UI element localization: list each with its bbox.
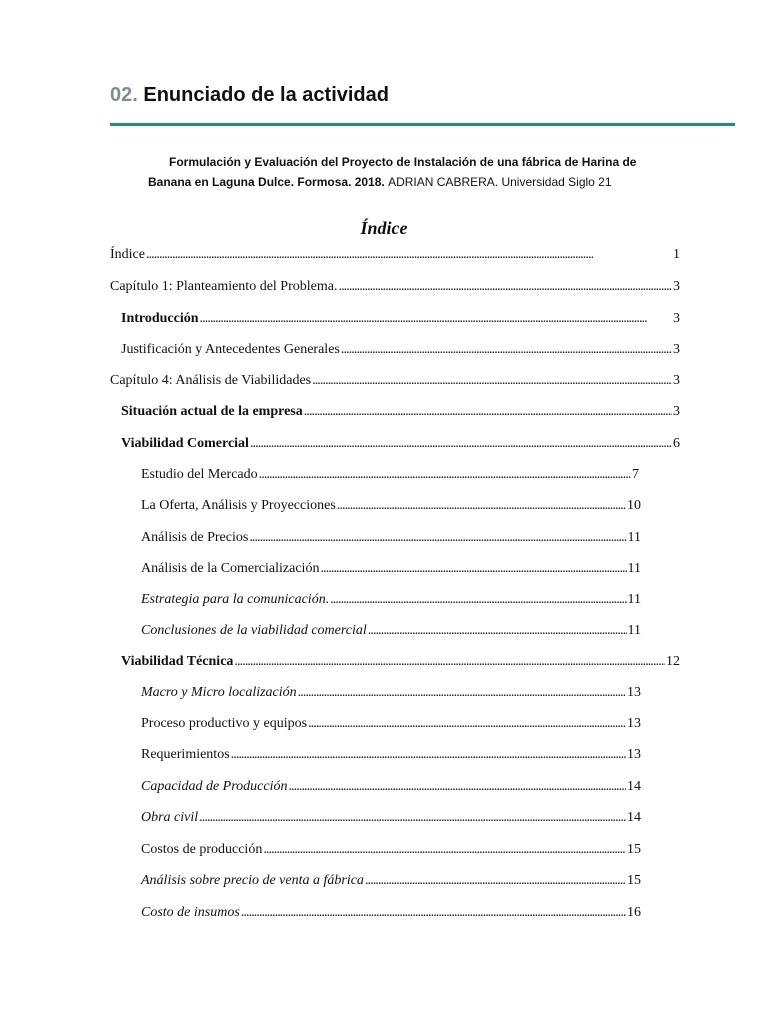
toc-entry[interactable] bbox=[141, 747, 641, 767]
toc-leader bbox=[330, 592, 626, 608]
toc-entry-label: Viabilidad Técnica bbox=[121, 654, 234, 669]
toc-leader bbox=[249, 530, 626, 546]
toc-entry-label: Capítulo 1: Planteamiento del Problema. bbox=[110, 279, 338, 294]
toc-entry[interactable] bbox=[121, 404, 680, 424]
toc-entry[interactable] bbox=[121, 654, 680, 674]
toc-leader bbox=[304, 404, 672, 420]
toc-entry[interactable] bbox=[141, 779, 641, 799]
toc-entry-page: 11 bbox=[627, 592, 641, 607]
toc-leader bbox=[231, 747, 626, 763]
toc-entry-page: 14 bbox=[627, 779, 641, 794]
toc-entry-page: 13 bbox=[627, 685, 641, 700]
toc-leader bbox=[263, 842, 626, 858]
toc-entry-label: Capacidad de Producción bbox=[141, 779, 288, 794]
toc-entry-label: Viabilidad Comercial bbox=[121, 436, 249, 451]
toc-entry[interactable] bbox=[121, 436, 680, 456]
heading-divider bbox=[110, 123, 735, 126]
toc-entry[interactable] bbox=[141, 623, 641, 643]
toc-entry-page: 16 bbox=[627, 905, 641, 920]
section-heading bbox=[110, 84, 389, 107]
toc-leader bbox=[250, 436, 672, 452]
toc-entry-page: 15 bbox=[627, 842, 641, 857]
toc-leader bbox=[338, 279, 672, 295]
toc-entry-label: Obra civil bbox=[141, 810, 199, 825]
section-number: 02. bbox=[110, 84, 138, 106]
subtitle-line-2-author: ADRIAN CABRERA. Universidad Siglo 21 bbox=[388, 175, 612, 189]
toc-entry-label: Conclusiones de la viabilidad comercial bbox=[141, 623, 367, 638]
toc-entry[interactable] bbox=[141, 716, 641, 736]
toc-entry-page: 13 bbox=[627, 747, 641, 762]
toc-entry[interactable] bbox=[121, 342, 680, 362]
toc-entry[interactable] bbox=[110, 279, 680, 299]
toc-entry-page: 13 bbox=[627, 716, 641, 731]
toc-entry-label: Análisis de la Comercialización bbox=[141, 561, 320, 576]
toc-entry[interactable] bbox=[141, 810, 641, 830]
toc-entry-page: 3 bbox=[673, 342, 680, 357]
toc-entry-label: Costo de insumos bbox=[141, 905, 240, 920]
toc-entry[interactable] bbox=[141, 561, 641, 581]
toc-leader bbox=[259, 467, 631, 483]
toc-entry[interactable] bbox=[110, 373, 680, 393]
toc-entry-page: 12 bbox=[666, 654, 680, 669]
toc-entry[interactable] bbox=[110, 247, 680, 267]
toc-leader bbox=[241, 905, 626, 921]
toc-entry-label: Índice bbox=[110, 247, 145, 262]
index-title: Índice bbox=[360, 218, 408, 238]
toc-entry-page: 15 bbox=[627, 873, 641, 888]
toc-entry-label: Estrategia para la comunicación. bbox=[141, 592, 330, 607]
toc-leader bbox=[337, 498, 626, 514]
toc-entry[interactable] bbox=[121, 311, 680, 331]
toc-entry-label: La Oferta, Análisis y Proyecciones bbox=[141, 498, 336, 513]
toc-leader bbox=[234, 654, 665, 670]
toc-entry[interactable] bbox=[141, 592, 641, 612]
toc-leader bbox=[199, 810, 626, 826]
toc-entry[interactable] bbox=[141, 873, 641, 893]
toc-entry-page: 14 bbox=[627, 810, 641, 825]
toc-entry-label: Análisis de Precios bbox=[141, 530, 249, 545]
toc-entry-label: Introducción bbox=[121, 311, 199, 326]
toc-leader bbox=[368, 623, 627, 639]
toc-entry-page: 10 bbox=[627, 498, 641, 513]
toc-entry-page: 11 bbox=[627, 623, 641, 638]
toc-entry-label: Costos de producción bbox=[141, 842, 263, 857]
toc-leader bbox=[320, 561, 626, 577]
toc-entry[interactable] bbox=[141, 842, 641, 862]
toc-entry-page: 3 bbox=[673, 404, 680, 419]
toc-entry-label: Situación actual de la empresa bbox=[121, 404, 303, 419]
toc-leader bbox=[341, 342, 672, 358]
toc-entry-page: 11 bbox=[627, 530, 641, 545]
toc-entry-label: Análisis sobre precio de venta a fábrica bbox=[141, 873, 364, 888]
subtitle-line-2-bold: Banana en Laguna Dulce. Formosa. 2018. bbox=[148, 175, 385, 189]
section-title: Enunciado de la actividad bbox=[143, 84, 389, 106]
toc-entry-page: 1 bbox=[673, 247, 680, 262]
toc-leader bbox=[298, 685, 626, 701]
toc-entry-label: Macro y Micro localización bbox=[141, 685, 297, 700]
toc-entry-page: 3 bbox=[673, 373, 680, 388]
toc-entry-label: Estudio del Mercado bbox=[141, 467, 258, 482]
toc-entry-page: 3 bbox=[673, 279, 680, 294]
toc-leader bbox=[146, 247, 672, 263]
toc-entry-label: Requerimientos bbox=[141, 747, 230, 762]
toc-entry[interactable] bbox=[141, 685, 641, 705]
toc-leader bbox=[288, 779, 626, 795]
subtitle-line-2 bbox=[110, 172, 735, 192]
toc-entry-page: 3 bbox=[673, 311, 680, 326]
toc-entry[interactable] bbox=[141, 905, 641, 925]
toc-entry[interactable] bbox=[141, 530, 641, 550]
toc-entry-page: 11 bbox=[627, 561, 641, 576]
toc-leader bbox=[312, 373, 672, 389]
document-subtitle bbox=[110, 152, 735, 192]
toc-leader bbox=[200, 311, 672, 327]
subtitle-line-1: Formulación y Evaluación del Proyecto de Instalación de una fábrica de Harina de bbox=[169, 155, 637, 169]
toc-entry-page: 7 bbox=[632, 467, 639, 482]
toc-leader bbox=[308, 716, 626, 732]
toc-entry[interactable] bbox=[141, 498, 641, 518]
toc-entry[interactable] bbox=[141, 467, 639, 487]
toc-leader bbox=[365, 873, 626, 889]
toc-entry-label: Proceso productivo y equipos bbox=[141, 716, 308, 731]
toc-entry-label: Justificación y Antecedentes Generales bbox=[121, 342, 340, 357]
toc-entry-label: Capítulo 4: Análisis de Viabilidades bbox=[110, 373, 312, 388]
toc-entry-page: 6 bbox=[673, 436, 680, 451]
